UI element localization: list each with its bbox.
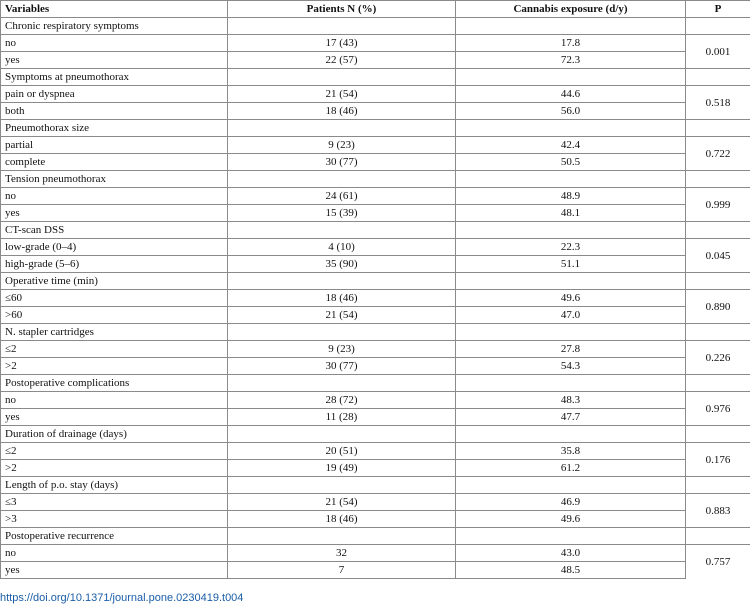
table-row <box>1 205 750 222</box>
table-row <box>1 392 750 409</box>
exposure-cell: 47.0 <box>456 307 686 324</box>
level-label: no <box>1 392 228 409</box>
group-label: Length of p.o. stay (days) <box>1 477 228 494</box>
table-row <box>1 154 750 171</box>
exposure-cell: 35.8 <box>456 443 686 460</box>
empty-cell <box>686 477 750 494</box>
exposure-cell: 43.0 <box>456 545 686 562</box>
group-row <box>1 426 750 443</box>
table-row <box>1 341 750 358</box>
table-row <box>1 460 750 477</box>
patients-cell: 17 (43) <box>228 35 456 52</box>
empty-cell <box>686 171 750 188</box>
patients-cell: 32 <box>228 545 456 562</box>
level-label: high-grade (5–6) <box>1 256 228 273</box>
p-value-cell: 0.518 <box>686 86 750 120</box>
empty-cell <box>228 528 456 545</box>
patients-cell: 21 (54) <box>228 494 456 511</box>
table-row <box>1 290 750 307</box>
group-row <box>1 222 750 239</box>
table-row <box>1 562 750 579</box>
p-value-cell: 0.883 <box>686 494 750 528</box>
exposure-cell: 22.3 <box>456 239 686 256</box>
col-header-exposure: Cannabis exposure (d/y) <box>456 1 686 18</box>
empty-cell <box>686 426 750 443</box>
group-label: Operative time (min) <box>1 273 228 290</box>
table-row <box>1 358 750 375</box>
empty-cell <box>456 426 686 443</box>
level-label: both <box>1 103 228 120</box>
empty-cell <box>228 324 456 341</box>
group-label: Postoperative complications <box>1 375 228 392</box>
exposure-cell: 46.9 <box>456 494 686 511</box>
exposure-cell: 17.8 <box>456 35 686 52</box>
level-label: >2 <box>1 358 228 375</box>
empty-cell <box>228 426 456 443</box>
group-label: CT-scan DSS <box>1 222 228 239</box>
empty-cell <box>456 18 686 35</box>
empty-cell <box>228 477 456 494</box>
group-row <box>1 18 750 35</box>
empty-cell <box>228 375 456 392</box>
group-row <box>1 477 750 494</box>
table-row <box>1 86 750 103</box>
empty-cell <box>228 69 456 86</box>
group-label: Postoperative recurrence <box>1 528 228 545</box>
exposure-cell: 27.8 <box>456 341 686 358</box>
level-label: yes <box>1 205 228 222</box>
p-value-cell: 0.999 <box>686 188 750 222</box>
level-label: pain or dyspnea <box>1 86 228 103</box>
level-label: >60 <box>1 307 228 324</box>
table-row <box>1 494 750 511</box>
table-body <box>1 18 750 579</box>
level-label: ≤3 <box>1 494 228 511</box>
empty-cell <box>456 222 686 239</box>
col-header-variables: Variables <box>1 1 228 18</box>
empty-cell <box>686 324 750 341</box>
exposure-cell: 56.0 <box>456 103 686 120</box>
exposure-cell: 61.2 <box>456 460 686 477</box>
empty-cell <box>456 324 686 341</box>
group-row <box>1 69 750 86</box>
patients-cell: 30 (77) <box>228 358 456 375</box>
exposure-cell: 44.6 <box>456 86 686 103</box>
patients-cell: 22 (57) <box>228 52 456 69</box>
exposure-cell: 49.6 <box>456 511 686 528</box>
level-label: ≤2 <box>1 341 228 358</box>
empty-cell <box>456 171 686 188</box>
empty-cell <box>456 273 686 290</box>
group-label: Duration of drainage (days) <box>1 426 228 443</box>
table-row <box>1 256 750 273</box>
col-header-patients: Patients N (%) <box>228 1 456 18</box>
exposure-cell: 48.3 <box>456 392 686 409</box>
exposure-cell: 72.3 <box>456 52 686 69</box>
empty-cell <box>228 171 456 188</box>
level-label: >2 <box>1 460 228 477</box>
group-row <box>1 324 750 341</box>
group-row <box>1 273 750 290</box>
group-label: N. stapler cartridges <box>1 324 228 341</box>
p-value-cell: 0.001 <box>686 35 750 69</box>
table-row <box>1 239 750 256</box>
p-value-cell: 0.757 <box>686 545 750 579</box>
table-row <box>1 103 750 120</box>
p-value-cell: 0.045 <box>686 239 750 273</box>
level-label: low-grade (0–4) <box>1 239 228 256</box>
patients-cell: 7 <box>228 562 456 579</box>
patients-cell: 9 (23) <box>228 341 456 358</box>
level-label: partial <box>1 137 228 154</box>
patients-cell: 11 (28) <box>228 409 456 426</box>
empty-cell <box>686 222 750 239</box>
table-row <box>1 35 750 52</box>
exposure-cell: 49.6 <box>456 290 686 307</box>
patients-cell: 28 (72) <box>228 392 456 409</box>
table-row <box>1 545 750 562</box>
group-row <box>1 528 750 545</box>
empty-cell <box>456 375 686 392</box>
exposure-cell: 50.5 <box>456 154 686 171</box>
empty-cell <box>228 222 456 239</box>
p-value-cell: 0.890 <box>686 290 750 324</box>
level-label: yes <box>1 52 228 69</box>
table-row <box>1 137 750 154</box>
group-row <box>1 375 750 392</box>
p-value-cell: 0.722 <box>686 137 750 171</box>
group-label: Chronic respiratory symptoms <box>1 18 228 35</box>
patients-cell: 4 (10) <box>228 239 456 256</box>
empty-cell <box>456 120 686 137</box>
empty-cell <box>686 18 750 35</box>
table-row <box>1 188 750 205</box>
exposure-cell: 54.3 <box>456 358 686 375</box>
empty-cell <box>228 120 456 137</box>
table-row <box>1 307 750 324</box>
exposure-cell: 51.1 <box>456 256 686 273</box>
exposure-cell: 47.7 <box>456 409 686 426</box>
p-value-cell: 0.976 <box>686 392 750 426</box>
level-label: yes <box>1 562 228 579</box>
empty-cell <box>456 528 686 545</box>
table-row <box>1 443 750 460</box>
empty-cell <box>686 273 750 290</box>
empty-cell <box>686 375 750 392</box>
table-row <box>1 511 750 528</box>
table-row <box>1 409 750 426</box>
exposure-cell: 48.1 <box>456 205 686 222</box>
empty-cell <box>686 69 750 86</box>
p-value-cell: 0.226 <box>686 341 750 375</box>
patients-cell: 21 (54) <box>228 307 456 324</box>
empty-cell <box>456 69 686 86</box>
group-row <box>1 171 750 188</box>
p-value-cell: 0.176 <box>686 443 750 477</box>
group-label: Pneumothorax size <box>1 120 228 137</box>
group-row <box>1 120 750 137</box>
group-label: Symptoms at pneumothorax <box>1 69 228 86</box>
exposure-cell: 42.4 <box>456 137 686 154</box>
patients-cell: 21 (54) <box>228 86 456 103</box>
patients-cell: 18 (46) <box>228 511 456 528</box>
empty-cell <box>228 273 456 290</box>
empty-cell <box>456 477 686 494</box>
patients-cell: 9 (23) <box>228 137 456 154</box>
exposure-cell: 48.5 <box>456 562 686 579</box>
level-label: ≤2 <box>1 443 228 460</box>
doi-link[interactable]: https://doi.org/10.1371/journal.pone.0230419.t004 <box>0 592 244 604</box>
patients-cell: 18 (46) <box>228 290 456 307</box>
table-row <box>1 52 750 69</box>
patients-cell: 30 (77) <box>228 154 456 171</box>
patients-cell: 24 (61) <box>228 188 456 205</box>
exposure-cell: 48.9 <box>456 188 686 205</box>
group-label: Tension pneumothorax <box>1 171 228 188</box>
patients-cell: 18 (46) <box>228 103 456 120</box>
header-row <box>1 1 750 18</box>
level-label: ≤60 <box>1 290 228 307</box>
patients-cell: 20 (51) <box>228 443 456 460</box>
patients-cell: 19 (49) <box>228 460 456 477</box>
empty-cell <box>228 18 456 35</box>
level-label: yes <box>1 409 228 426</box>
level-label: complete <box>1 154 228 171</box>
empty-cell <box>686 120 750 137</box>
empty-cell <box>686 528 750 545</box>
level-label: >3 <box>1 511 228 528</box>
level-label: no <box>1 188 228 205</box>
patients-cell: 35 (90) <box>228 256 456 273</box>
col-header-p: P <box>686 1 750 18</box>
level-label: no <box>1 35 228 52</box>
level-label: no <box>1 545 228 562</box>
patients-cell: 15 (39) <box>228 205 456 222</box>
